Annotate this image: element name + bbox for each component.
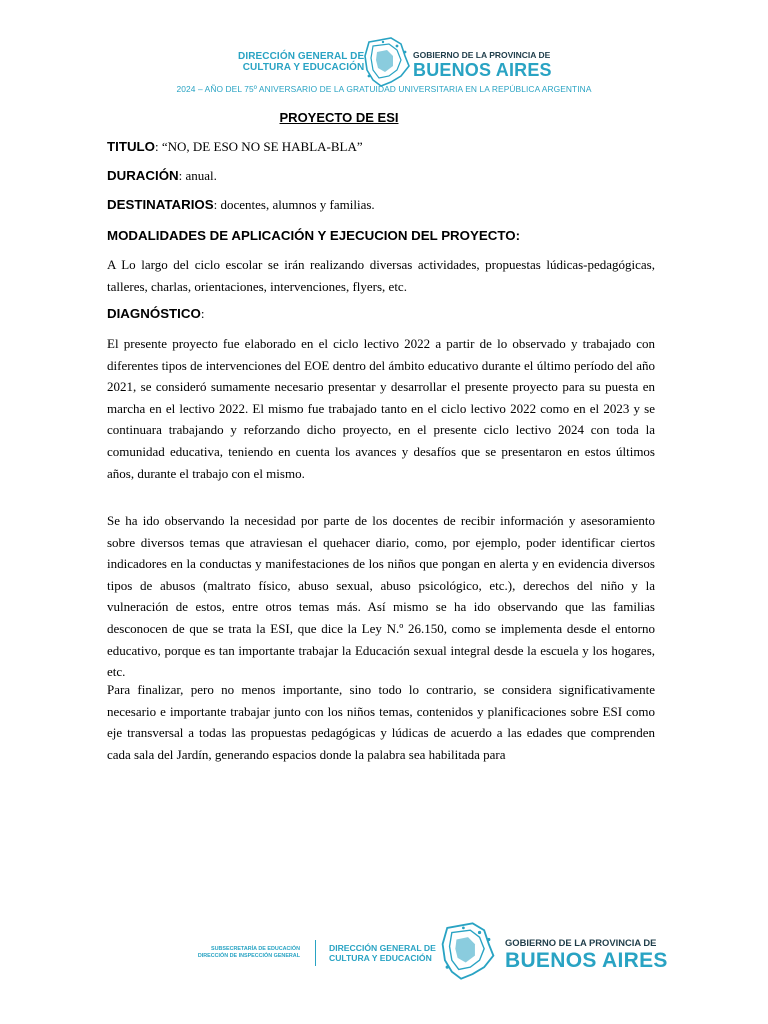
footer-subsecretaria-line1: SUBSECRETARÍA DE EDUCACIÓN: [211, 946, 300, 952]
document-title: [0, 110, 768, 125]
destinatarios-value: : docentes, alumnos y familias.: [213, 197, 375, 212]
titulo-value: : “NO, DE ESO NO SE HABLA-BLA”: [155, 139, 363, 154]
footer-direccion-label: [329, 944, 436, 963]
diagnostico-paragraph-1: El presente proyecto fue elaborado en el ciclo lectivo 2022 a partir de lo observado y trabajado con diferentes tipos de intervenciones del EOE dentro del ámbito educativo durante el último período del año 2021, se consideró sumamente necesario presentar y desarrollar el presente proyecto para su puesta en marcha en el lectivo 2022. El mismo fue trabajado tanto en el ciclo lectivo 2022 como en el 2023 y se continuara trabajando y reforzando dicho proyecto, en el presente ciclo lectivo 2024 con toda la comunidad educativa, teniendo en cuenta los avances y desafíos que se presentaron en estos últimos años, durante el trabajo con el mismo.: [107, 336, 655, 481]
diagnostico-colon: :: [200, 306, 205, 321]
modalidades-heading: [107, 228, 655, 244]
footer-divider: [315, 940, 316, 966]
duracion-line: [107, 168, 655, 184]
header-buenos-aires-label: BUENOS AIRES: [413, 60, 552, 80]
modalidades-heading-text: MODALIDADES DE APLICACIÓN Y EJECUCION DEL PROYECTO:: [107, 228, 520, 243]
diagnostico-paragraph-2: Se ha ido observando la necesidad por parte de los docentes de recibir información y asesoramiento sobre diversos temas que atraviesan el quehacer diario, como, por ejemplo, poder identificar ciertos indicadores en la conductas y manifestaciones de los niños que pongan en alerta y en evidencia diversos tipos de abusos (maltrato físico, abuso sexual, abuso psicológico, etc.), derechos del niño y la vulneración de estos, entre otros temas más. Así mismo se ha ido observando que las familias desconocen de que se trata la ESI, que dice la Ley N.º 26.150, como se implementa desde el entorno educativo, porque es tan importante trabajar la Educación sexual integral desde la escuela y los hogares, etc.: [107, 513, 655, 680]
footer-buenos-aires-label: BUENOS AIRES: [505, 949, 668, 972]
titulo-line: [107, 139, 655, 155]
diagnostico-label: DIAGNÓSTICO: [107, 306, 201, 321]
footer-subsecretaria: [160, 946, 300, 960]
province-map-logo-icon: [361, 36, 413, 88]
footer-subsecretaria-line2: DIRECCIÓN DE INSPECCIÓN GENERAL: [197, 953, 300, 959]
diagnostico-paragraph-3: Para finalizar, pero no menos importante, sino todo lo contrario, se considera significativamente necesario e importante trabajar junto con los niños temas, contenidos y planificaciones sobre ESI como eje transversal a todas las propuestas pedagógicas y lúdicas de acuerdo a las edades que comprenden cada sala del Jardín, generando espacios donde la palabra sea habilitada para: [107, 682, 655, 762]
footer: [0, 918, 768, 988]
footer-province-map-logo-icon: [438, 921, 498, 981]
year-banner: 2024 – AÑO DEL 75º ANIVERSARIO DE LA GRATUIDAD UNIVERSITARIA EN LA REPÚBLICA ARGENTINA: [176, 84, 592, 94]
titulo-label: TITULO: [107, 139, 156, 154]
document-title-text: PROYECTO DE ESI: [279, 110, 399, 125]
header-direccion-line1: DIRECCIÓN GENERAL DE: [238, 51, 365, 62]
modalidades-paragraph: A Lo largo del ciclo escolar se irán realizando diversas actividades, propuestas lúdicas-pedagógicas, talleres, charlas, orientaciones, intervenciones, flyers, etc.: [107, 257, 655, 294]
footer-gobierno-label: GOBIERNO DE LA PROVINCIA DE: [505, 937, 657, 948]
header-direccion-line2: CULTURA Y EDUCACIÓN: [242, 61, 365, 73]
footer-direccion-line2: CULTURA Y EDUCACIÓN: [329, 952, 432, 963]
header-gobierno-label: GOBIERNO DE LA PROVINCIA DE: [413, 50, 551, 60]
duracion-label: DURACIÓN: [107, 168, 179, 183]
duracion-value: : anual.: [178, 168, 217, 183]
header-direccion-label: [238, 52, 364, 73]
footer-direccion-line1: DIRECCIÓN GENERAL DE: [329, 943, 436, 953]
destinatarios-line: [107, 197, 655, 213]
destinatarios-label: DESTINATARIOS: [107, 197, 214, 212]
header: [0, 36, 768, 88]
diagnostico-heading: [107, 306, 655, 322]
